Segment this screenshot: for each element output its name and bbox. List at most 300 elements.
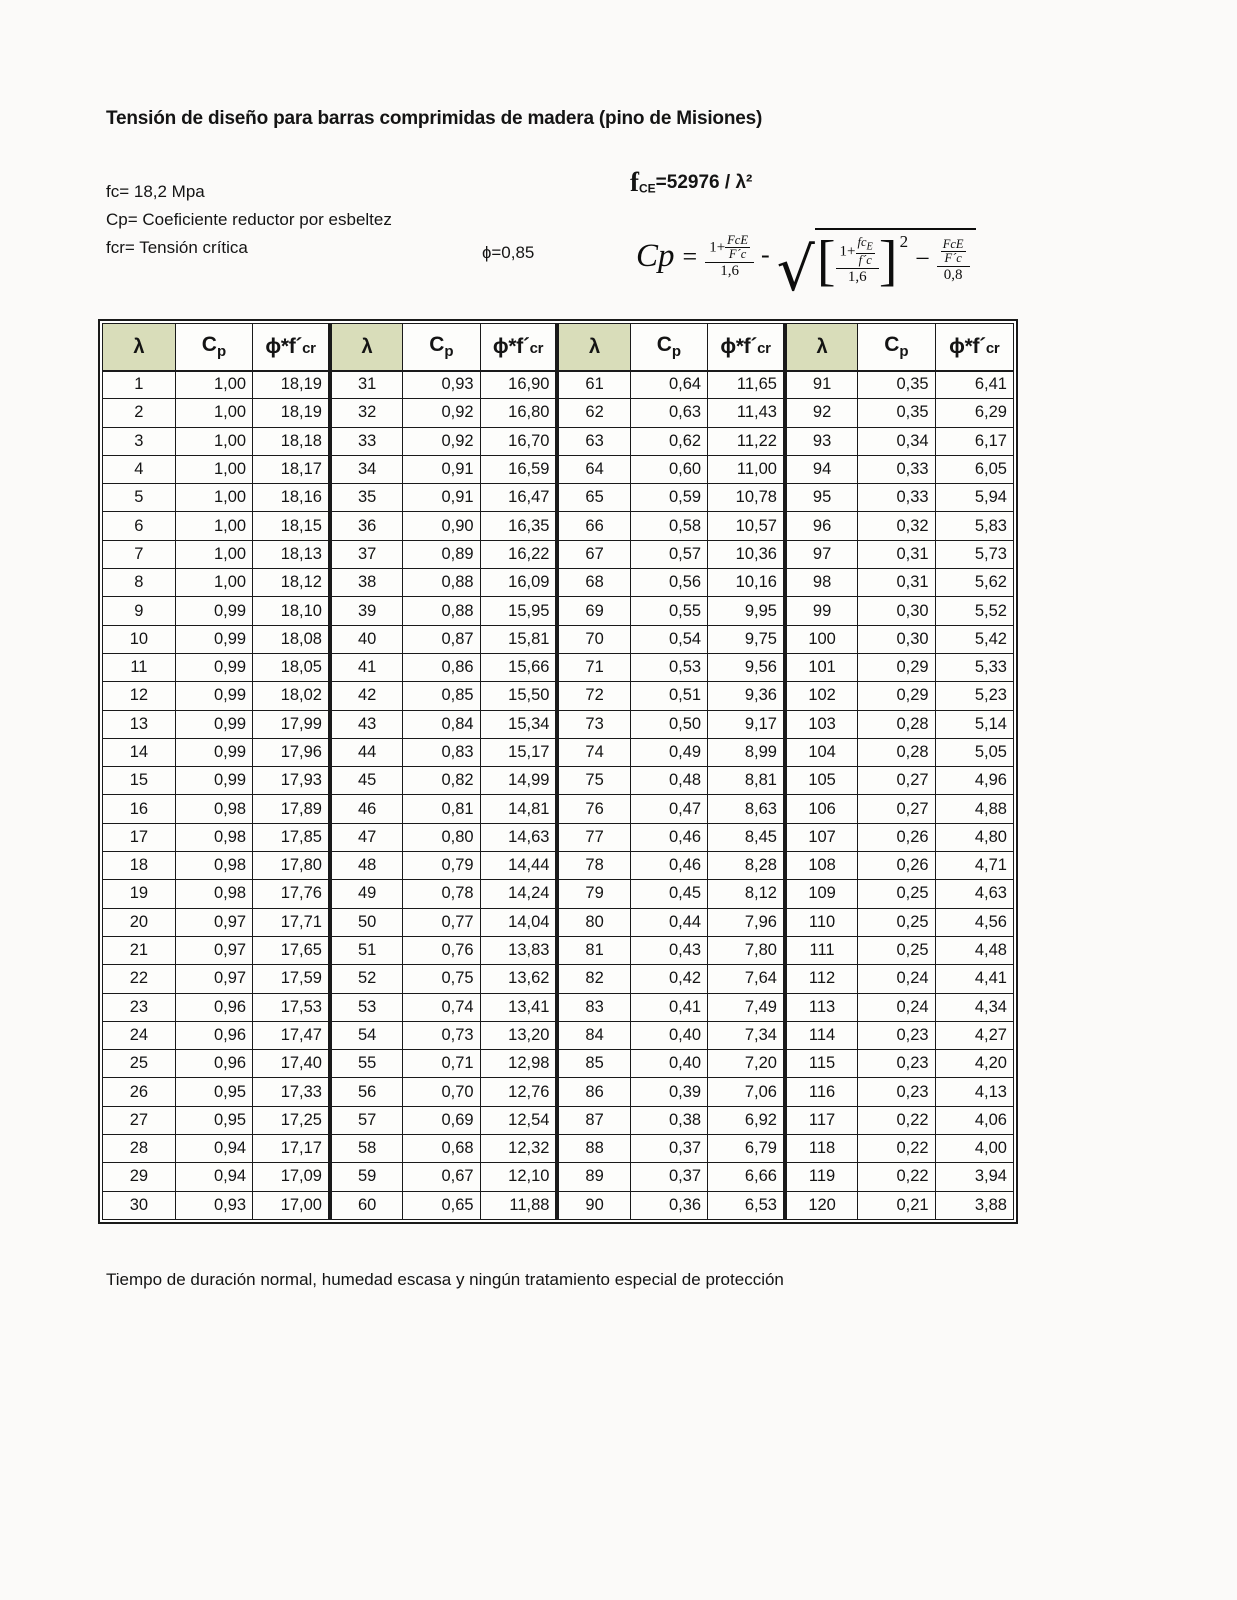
cell-cp: 0,37 xyxy=(630,1135,707,1163)
legend-cp: Cp= Coeficiente reductor por esbeltez xyxy=(106,210,392,229)
cell-cp: 0,25 xyxy=(858,908,935,936)
cell-cp: 0,99 xyxy=(175,682,252,710)
cell-lambda: 95 xyxy=(785,484,858,512)
cell-phi-fcr: 16,90 xyxy=(480,371,557,399)
cell-phi-fcr: 4,56 xyxy=(935,908,1013,936)
cell-lambda: 18 xyxy=(103,852,176,880)
cell-lambda: 106 xyxy=(785,795,858,823)
cell-phi-fcr: 9,75 xyxy=(708,625,785,653)
table-row xyxy=(103,738,1014,766)
cell-lambda: 3 xyxy=(103,427,176,455)
cell-cp: 0,51 xyxy=(630,682,707,710)
cell-lambda: 120 xyxy=(785,1191,858,1219)
cell-phi-fcr: 13,41 xyxy=(480,993,557,1021)
cell-cp: 1,00 xyxy=(175,484,252,512)
cell-phi-fcr: 18,18 xyxy=(253,427,330,455)
cell-phi-fcr: 14,63 xyxy=(480,823,557,851)
cell-cp: 0,60 xyxy=(630,455,707,483)
cell-cp: 0,22 xyxy=(858,1135,935,1163)
cell-cp: 0,41 xyxy=(630,993,707,1021)
cp-term1-frac-den: F´c xyxy=(728,247,747,262)
cell-lambda: 11 xyxy=(103,653,176,681)
cell-lambda: 14 xyxy=(103,738,176,766)
cell-lambda: 55 xyxy=(330,1050,403,1078)
cell-phi-fcr: 9,56 xyxy=(708,653,785,681)
table-row xyxy=(103,965,1014,993)
cell-lambda: 44 xyxy=(330,738,403,766)
cell-lambda: 82 xyxy=(557,965,630,993)
fce-expression: =52976 / λ² xyxy=(655,172,753,193)
cell-phi-fcr: 4,13 xyxy=(935,1078,1013,1106)
cell-phi-fcr: 6,92 xyxy=(708,1106,785,1134)
design-stress-table-container xyxy=(98,319,1018,1224)
cell-lambda: 30 xyxy=(103,1191,176,1219)
cell-phi-fcr: 12,98 xyxy=(480,1050,557,1078)
cp-main-2: C xyxy=(429,333,445,357)
cell-cp: 0,88 xyxy=(403,597,480,625)
footnote: Tiempo de duración normal, humedad escasa y ningún tratamiento especial de protección xyxy=(106,1270,784,1289)
cell-lambda: 45 xyxy=(330,767,403,795)
cell-phi-fcr: 6,79 xyxy=(708,1135,785,1163)
table-row xyxy=(103,682,1014,710)
cell-cp: 0,34 xyxy=(858,427,935,455)
cell-phi-fcr: 4,71 xyxy=(935,852,1013,880)
cell-lambda: 77 xyxy=(557,823,630,851)
cell-phi-fcr: 17,99 xyxy=(253,710,330,738)
cell-phi-fcr: 6,66 xyxy=(708,1163,785,1191)
phi-value: ɸ=0,85 xyxy=(482,243,535,262)
cp-formula-lhs: Cp xyxy=(636,238,675,275)
cell-phi-fcr: 10,16 xyxy=(708,569,785,597)
cell-cp: 0,67 xyxy=(403,1163,480,1191)
cell-phi-fcr: 14,44 xyxy=(480,852,557,880)
cell-lambda: 7 xyxy=(103,540,176,568)
cell-cp: 0,98 xyxy=(175,823,252,851)
cell-cp: 0,44 xyxy=(630,908,707,936)
table-row xyxy=(103,880,1014,908)
cell-phi-fcr: 15,95 xyxy=(480,597,557,625)
cell-phi-fcr: 13,62 xyxy=(480,965,557,993)
cell-lambda: 23 xyxy=(103,993,176,1021)
cell-cp: 0,29 xyxy=(858,653,935,681)
cell-phi-fcr: 16,22 xyxy=(480,540,557,568)
cell-cp: 0,43 xyxy=(630,936,707,964)
cell-phi-fcr: 7,64 xyxy=(708,965,785,993)
cp-term3 xyxy=(937,238,970,284)
cell-cp: 0,77 xyxy=(403,908,480,936)
cell-phi-fcr: 6,29 xyxy=(935,399,1013,427)
cell-cp: 0,74 xyxy=(403,993,480,1021)
cell-cp: 0,91 xyxy=(403,484,480,512)
header-phi-fcr-2 xyxy=(480,324,557,371)
cell-cp: 0,92 xyxy=(403,427,480,455)
cell-phi-fcr: 10,78 xyxy=(708,484,785,512)
cp-sub-1: p xyxy=(216,343,227,361)
cell-lambda: 26 xyxy=(103,1078,176,1106)
phi-fcr-sub-4: cr xyxy=(985,339,1000,357)
table-header xyxy=(103,324,1014,371)
cell-phi-fcr: 3,94 xyxy=(935,1163,1013,1191)
cell-cp: 0,56 xyxy=(630,569,707,597)
phi-fcr-sub-3: cr xyxy=(757,339,771,357)
cell-lambda: 96 xyxy=(785,512,858,540)
cell-cp: 0,33 xyxy=(858,484,935,512)
cell-cp: 0,93 xyxy=(403,371,480,399)
cell-phi-fcr: 14,04 xyxy=(480,908,557,936)
table-row xyxy=(103,1021,1014,1049)
cell-cp: 0,97 xyxy=(175,908,252,936)
cell-cp: 0,59 xyxy=(630,484,707,512)
phi-fcr-sub-2: cr xyxy=(529,339,544,357)
cell-lambda: 2 xyxy=(103,399,176,427)
cell-phi-fcr: 18,05 xyxy=(253,653,330,681)
cell-phi-fcr: 17,59 xyxy=(253,965,330,993)
cell-lambda: 58 xyxy=(330,1135,403,1163)
cp-term1-frac-num: FcE xyxy=(727,232,748,247)
cell-phi-fcr: 11,43 xyxy=(708,399,785,427)
cell-phi-fcr: 8,28 xyxy=(708,852,785,880)
cell-cp: 0,38 xyxy=(630,1106,707,1134)
cell-phi-fcr: 18,10 xyxy=(253,597,330,625)
header-phi-fcr-4 xyxy=(935,324,1013,371)
cell-phi-fcr: 4,96 xyxy=(935,767,1013,795)
cell-cp: 0,57 xyxy=(630,540,707,568)
table-row xyxy=(103,653,1014,681)
cell-lambda: 117 xyxy=(785,1106,858,1134)
cell-cp: 0,97 xyxy=(175,936,252,964)
cell-phi-fcr: 5,14 xyxy=(935,710,1013,738)
cell-lambda: 111 xyxy=(785,936,858,964)
cell-cp: 0,36 xyxy=(630,1191,707,1219)
cell-phi-fcr: 4,27 xyxy=(935,1021,1013,1049)
cell-lambda: 8 xyxy=(103,569,176,597)
table-row xyxy=(103,427,1014,455)
table-row xyxy=(103,767,1014,795)
cell-phi-fcr: 18,02 xyxy=(253,682,330,710)
cell-lambda: 72 xyxy=(557,682,630,710)
cell-lambda: 79 xyxy=(557,880,630,908)
cell-lambda: 80 xyxy=(557,908,630,936)
lambda-glyph-4: λ xyxy=(816,335,828,358)
cell-phi-fcr: 8,81 xyxy=(708,767,785,795)
cell-lambda: 25 xyxy=(103,1050,176,1078)
cell-phi-fcr: 14,24 xyxy=(480,880,557,908)
cp-term2-denominator: 1,6 xyxy=(847,268,867,285)
lambda-glyph-1: λ xyxy=(133,335,145,358)
cell-phi-fcr: 4,48 xyxy=(935,936,1013,964)
table-row xyxy=(103,1135,1014,1163)
cp-term3-frac-den: F´c xyxy=(944,251,962,266)
cell-cp: 0,86 xyxy=(403,653,480,681)
cell-lambda: 31 xyxy=(330,371,403,399)
cell-cp: 0,25 xyxy=(858,936,935,964)
cell-lambda: 51 xyxy=(330,936,403,964)
cell-lambda: 4 xyxy=(103,455,176,483)
cell-lambda: 84 xyxy=(557,1021,630,1049)
header-lambda-3 xyxy=(557,324,630,371)
cell-lambda: 61 xyxy=(557,371,630,399)
cp-term1-denominator: 1,6 xyxy=(720,263,739,280)
cell-lambda: 38 xyxy=(330,569,403,597)
cell-cp: 0,71 xyxy=(403,1050,480,1078)
cell-lambda: 103 xyxy=(785,710,858,738)
cell-lambda: 112 xyxy=(785,965,858,993)
cell-cp: 0,89 xyxy=(403,540,480,568)
header-cp-3 xyxy=(630,324,707,371)
fce-formula xyxy=(630,167,753,197)
cell-phi-fcr: 5,23 xyxy=(935,682,1013,710)
cell-cp: 0,27 xyxy=(858,767,935,795)
table-row xyxy=(103,569,1014,597)
cell-lambda: 87 xyxy=(557,1106,630,1134)
table-row xyxy=(103,1050,1014,1078)
cell-phi-fcr: 9,95 xyxy=(708,597,785,625)
cell-phi-fcr: 10,57 xyxy=(708,512,785,540)
cell-cp: 0,80 xyxy=(403,823,480,851)
table-row xyxy=(103,1163,1014,1191)
cell-cp: 0,64 xyxy=(630,371,707,399)
cell-cp: 0,21 xyxy=(858,1191,935,1219)
cell-phi-fcr: 8,45 xyxy=(708,823,785,851)
cell-lambda: 70 xyxy=(557,625,630,653)
cell-cp: 0,30 xyxy=(858,597,935,625)
cell-cp: 0,45 xyxy=(630,880,707,908)
cell-phi-fcr: 17,09 xyxy=(253,1163,330,1191)
cell-lambda: 15 xyxy=(103,767,176,795)
cell-lambda: 13 xyxy=(103,710,176,738)
cell-phi-fcr: 16,35 xyxy=(480,512,557,540)
cell-cp: 0,96 xyxy=(175,993,252,1021)
cell-lambda: 62 xyxy=(557,399,630,427)
cell-cp: 0,58 xyxy=(630,512,707,540)
cell-phi-fcr: 7,80 xyxy=(708,936,785,964)
cell-cp: 1,00 xyxy=(175,540,252,568)
cell-cp: 0,31 xyxy=(858,569,935,597)
cell-phi-fcr: 13,83 xyxy=(480,936,557,964)
cell-phi-fcr: 15,17 xyxy=(480,738,557,766)
cp-radicand xyxy=(815,228,976,292)
cell-lambda: 40 xyxy=(330,625,403,653)
table-row xyxy=(103,371,1014,399)
cell-lambda: 92 xyxy=(785,399,858,427)
cell-lambda: 105 xyxy=(785,767,858,795)
cell-phi-fcr: 12,32 xyxy=(480,1135,557,1163)
cell-lambda: 119 xyxy=(785,1163,858,1191)
cell-phi-fcr: 11,65 xyxy=(708,371,785,399)
cell-phi-fcr: 18,16 xyxy=(253,484,330,512)
cell-phi-fcr: 17,65 xyxy=(253,936,330,964)
cell-cp: 0,99 xyxy=(175,710,252,738)
cp-term2-numerator xyxy=(836,236,879,269)
cell-lambda: 64 xyxy=(557,455,630,483)
cell-cp: 0,23 xyxy=(858,1021,935,1049)
header-lambda-4 xyxy=(785,324,858,371)
cell-phi-fcr: 3,88 xyxy=(935,1191,1013,1219)
cp-radical-group xyxy=(776,228,976,306)
cell-cp: 0,79 xyxy=(403,852,480,880)
cell-phi-fcr: 6,05 xyxy=(935,455,1013,483)
cp-term2 xyxy=(836,236,879,286)
cp-term2-frac-num-text: fc xyxy=(857,235,867,249)
cell-phi-fcr: 15,66 xyxy=(480,653,557,681)
cell-cp: 0,26 xyxy=(858,852,935,880)
cell-phi-fcr: 14,99 xyxy=(480,767,557,795)
table-row xyxy=(103,710,1014,738)
phi-fcr-3: ɸ*f´ xyxy=(720,334,758,358)
cell-phi-fcr: 18,08 xyxy=(253,625,330,653)
cell-phi-fcr: 7,06 xyxy=(708,1078,785,1106)
header-lambda-1 xyxy=(103,324,176,371)
cell-phi-fcr: 11,00 xyxy=(708,455,785,483)
table-row xyxy=(103,484,1014,512)
cell-lambda: 37 xyxy=(330,540,403,568)
cell-phi-fcr: 11,22 xyxy=(708,427,785,455)
cp-minus-operator: - xyxy=(760,239,770,269)
cell-cp: 0,50 xyxy=(630,710,707,738)
cell-phi-fcr: 5,83 xyxy=(935,512,1013,540)
legend-fcr: fcr= Tensión crítica xyxy=(106,238,248,257)
legend-fc: fc= 18,2 Mpa xyxy=(106,182,205,201)
legend-block xyxy=(106,178,392,262)
phi-fcr-4: ɸ*f´ xyxy=(949,334,986,358)
cell-phi-fcr: 17,33 xyxy=(253,1078,330,1106)
cell-phi-fcr: 4,80 xyxy=(935,823,1013,851)
lambda-glyph-3: λ xyxy=(589,335,601,358)
cell-lambda: 32 xyxy=(330,399,403,427)
cell-phi-fcr: 8,99 xyxy=(708,738,785,766)
cell-lambda: 91 xyxy=(785,371,858,399)
cell-cp: 0,24 xyxy=(858,965,935,993)
cell-phi-fcr: 17,40 xyxy=(253,1050,330,1078)
cell-cp: 0,81 xyxy=(403,795,480,823)
cell-lambda: 24 xyxy=(103,1021,176,1049)
cell-lambda: 35 xyxy=(330,484,403,512)
cell-cp: 0,35 xyxy=(858,371,935,399)
cell-cp: 0,98 xyxy=(175,880,252,908)
cell-phi-fcr: 17,76 xyxy=(253,880,330,908)
cell-lambda: 56 xyxy=(330,1078,403,1106)
cell-cp: 0,40 xyxy=(630,1021,707,1049)
cell-phi-fcr: 6,53 xyxy=(708,1191,785,1219)
cell-lambda: 93 xyxy=(785,427,858,455)
cell-phi-fcr: 12,10 xyxy=(480,1163,557,1191)
cell-phi-fcr: 16,59 xyxy=(480,455,557,483)
cell-lambda: 50 xyxy=(330,908,403,936)
cp-term2-one: 1+ xyxy=(839,243,856,260)
cell-cp: 0,99 xyxy=(175,597,252,625)
cell-cp: 0,24 xyxy=(858,993,935,1021)
cell-cp: 0,48 xyxy=(630,767,707,795)
table-row xyxy=(103,823,1014,851)
cell-lambda: 60 xyxy=(330,1191,403,1219)
fce-subscript: CE xyxy=(639,181,656,196)
header-phi-fcr-1 xyxy=(253,324,330,371)
cell-lambda: 39 xyxy=(330,597,403,625)
table-row xyxy=(103,625,1014,653)
cell-cp: 0,87 xyxy=(403,625,480,653)
phi-fcr-1: ɸ*f´ xyxy=(265,334,303,358)
cell-cp: 1,00 xyxy=(175,399,252,427)
cell-cp: 1,00 xyxy=(175,455,252,483)
cell-phi-fcr: 17,17 xyxy=(253,1135,330,1163)
cell-lambda: 59 xyxy=(330,1163,403,1191)
header-cp-1 xyxy=(175,324,252,371)
cell-phi-fcr: 12,76 xyxy=(480,1078,557,1106)
cell-cp: 1,00 xyxy=(175,371,252,399)
cell-lambda: 52 xyxy=(330,965,403,993)
lambda-glyph-2: λ xyxy=(361,335,373,358)
cell-lambda: 98 xyxy=(785,569,858,597)
cp-term2-frac-den: f´c xyxy=(858,252,872,267)
table-row xyxy=(103,936,1014,964)
cell-phi-fcr: 18,19 xyxy=(253,371,330,399)
cell-cp: 0,83 xyxy=(403,738,480,766)
cell-lambda: 47 xyxy=(330,823,403,851)
cell-cp: 0,98 xyxy=(175,795,252,823)
cell-phi-fcr: 10,36 xyxy=(708,540,785,568)
cell-phi-fcr: 4,88 xyxy=(935,795,1013,823)
cell-phi-fcr: 17,93 xyxy=(253,767,330,795)
cell-lambda: 69 xyxy=(557,597,630,625)
cell-cp: 0,32 xyxy=(858,512,935,540)
cp-main-1: C xyxy=(201,333,217,357)
cell-lambda: 36 xyxy=(330,512,403,540)
cell-lambda: 49 xyxy=(330,880,403,908)
cell-phi-fcr: 5,73 xyxy=(935,540,1013,568)
cp-exponent: 2 xyxy=(899,232,909,251)
cell-lambda: 102 xyxy=(785,682,858,710)
cp-term2-frac-num xyxy=(856,236,875,254)
cell-phi-fcr: 4,00 xyxy=(935,1135,1013,1163)
cell-phi-fcr: 15,81 xyxy=(480,625,557,653)
cell-cp: 0,31 xyxy=(858,540,935,568)
cell-lambda: 113 xyxy=(785,993,858,1021)
cell-phi-fcr: 14,81 xyxy=(480,795,557,823)
cell-phi-fcr: 16,09 xyxy=(480,569,557,597)
cell-phi-fcr: 16,80 xyxy=(480,399,557,427)
cell-phi-fcr: 9,36 xyxy=(708,682,785,710)
cell-cp: 0,23 xyxy=(858,1078,935,1106)
cell-lambda: 88 xyxy=(557,1135,630,1163)
cell-cp: 0,93 xyxy=(175,1191,252,1219)
cell-cp: 0,69 xyxy=(403,1106,480,1134)
cell-phi-fcr: 4,41 xyxy=(935,965,1013,993)
cell-lambda: 116 xyxy=(785,1078,858,1106)
cell-phi-fcr: 17,85 xyxy=(253,823,330,851)
page-title: Tensión de diseño para barras comprimidas de madera (pino de Misiones) xyxy=(106,108,763,129)
cell-lambda: 104 xyxy=(785,738,858,766)
cell-lambda: 85 xyxy=(557,1050,630,1078)
cell-cp: 0,55 xyxy=(630,597,707,625)
table-row xyxy=(103,852,1014,880)
cell-cp: 0,95 xyxy=(175,1106,252,1134)
phi-fcr-2: ɸ*f´ xyxy=(492,334,530,358)
table-row xyxy=(103,512,1014,540)
cell-phi-fcr: 15,50 xyxy=(480,682,557,710)
cell-phi-fcr: 5,33 xyxy=(935,653,1013,681)
cell-lambda: 53 xyxy=(330,993,403,1021)
cell-phi-fcr: 15,34 xyxy=(480,710,557,738)
cp-formula-equals: = xyxy=(682,241,698,271)
cell-cp: 0,96 xyxy=(175,1021,252,1049)
cell-lambda: 94 xyxy=(785,455,858,483)
cell-lambda: 6 xyxy=(103,512,176,540)
fce-symbol: f xyxy=(630,167,639,197)
cell-lambda: 89 xyxy=(557,1163,630,1191)
cell-cp: 0,26 xyxy=(858,823,935,851)
cell-phi-fcr: 6,17 xyxy=(935,427,1013,455)
cp-term1 xyxy=(705,234,754,280)
